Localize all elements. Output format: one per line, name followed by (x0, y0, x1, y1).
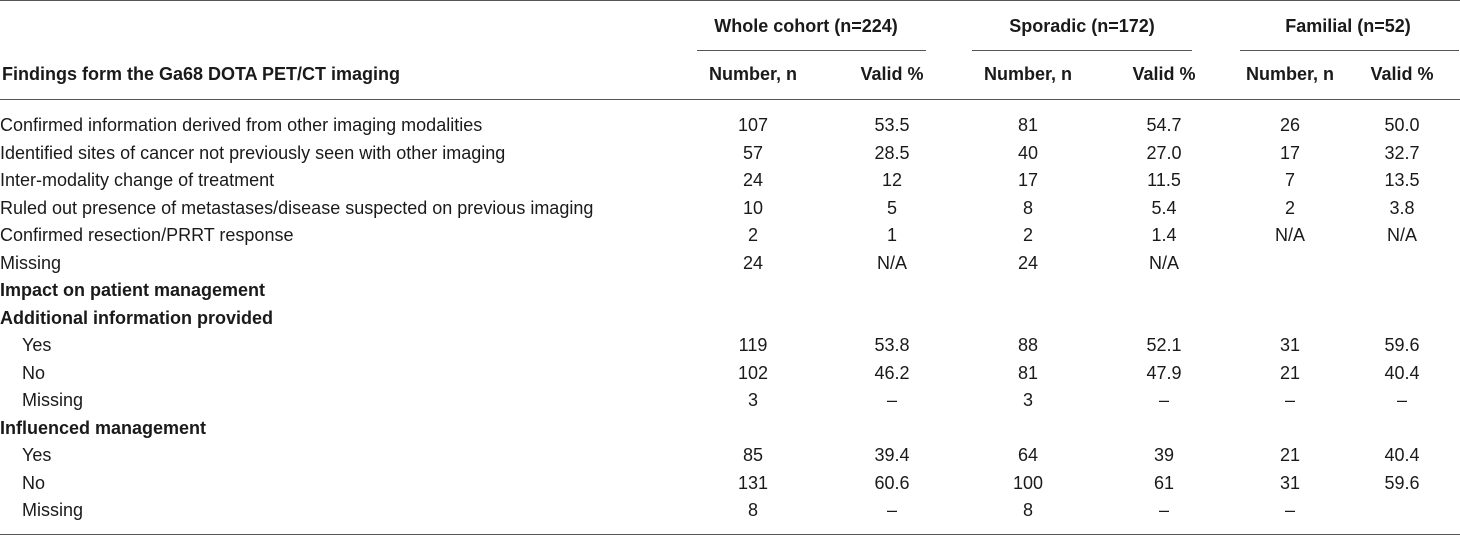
table-cell: 52.1 (1146, 335, 1182, 356)
table-cell: 28.5 (874, 142, 910, 163)
group-rule-sporadic (972, 50, 1192, 51)
table-cell: 24 (742, 252, 764, 273)
table-cell (820, 305, 964, 333)
table-cell: 59.6 (1384, 335, 1420, 356)
table-cell (1092, 305, 1236, 333)
row-label: No (22, 472, 46, 493)
table-cell: – (1158, 390, 1169, 411)
findings-column-header: Findings form the Ga68 DOTA PET/CT imaging (2, 64, 401, 84)
subheader-valid-percent: Valid % (860, 64, 924, 84)
table-cell: N/A (876, 252, 907, 273)
table-row (0, 332, 1460, 360)
top-rule (0, 0, 1460, 1)
group-header-familial: Familial (n=52) (1285, 16, 1411, 36)
table-cell: 47.9 (1146, 362, 1182, 383)
table-cell: 53.5 (874, 115, 910, 136)
table-cell: 61 (1153, 472, 1175, 493)
table-cell (1344, 250, 1460, 278)
table-cell: 2 (1284, 197, 1295, 218)
table-cell: 85 (742, 445, 764, 466)
row-label: Missing (0, 252, 62, 273)
table-cell: 27.0 (1146, 142, 1182, 163)
table-cell: – (886, 390, 897, 411)
header-rule (0, 99, 1460, 100)
table-cell: – (1158, 500, 1169, 521)
table-cell (686, 277, 820, 305)
table-cell (1344, 415, 1460, 443)
table-cell (1236, 250, 1344, 278)
table-row (0, 250, 1460, 278)
section-header-row (0, 415, 1460, 443)
table-cell: 40.4 (1384, 445, 1420, 466)
table-row (0, 222, 1460, 250)
table-cell (1344, 305, 1460, 333)
row-label: Missing (22, 500, 84, 521)
table-cell: 13.5 (1384, 170, 1420, 191)
table-cell: 21 (1279, 362, 1301, 383)
table-row (0, 112, 1460, 140)
table-row (0, 195, 1460, 223)
table-cell: 60.6 (874, 472, 910, 493)
table-cell: 26 (1279, 115, 1301, 136)
table-cell (1236, 277, 1344, 305)
row-label: Inter-modality change of treatment (0, 170, 275, 191)
table-row (0, 167, 1460, 195)
table-cell: 5.4 (1151, 197, 1177, 218)
table-cell: 10 (742, 197, 764, 218)
row-label: Yes (22, 445, 52, 466)
subheader-number: Number, n (1245, 64, 1334, 84)
table-cell: 107 (737, 115, 769, 136)
table-cell: N/A (1386, 225, 1417, 246)
table-cell: 31 (1279, 335, 1301, 356)
table-cell: 131 (737, 472, 769, 493)
row-label: Ruled out presence of metastases/disease suspected on previous imaging (0, 197, 594, 218)
table-cell: 39.4 (874, 445, 910, 466)
table-cell (1092, 277, 1236, 305)
table-cell: 81 (1017, 115, 1039, 136)
row-label: Confirmed information derived from other imaging modalities (0, 115, 483, 136)
table-cell: 8 (1022, 197, 1033, 218)
table-body (0, 112, 1460, 525)
table-cell: 50.0 (1384, 115, 1420, 136)
row-label: Additional information provided (0, 307, 273, 328)
table-row (0, 470, 1460, 498)
table-cell: N/A (1274, 225, 1305, 246)
row-label: No (22, 362, 46, 383)
table-cell: – (886, 500, 897, 521)
table-cell (820, 415, 964, 443)
table-cell: 81 (1017, 362, 1039, 383)
table-cell: 100 (1012, 472, 1044, 493)
table-cell: 54.7 (1146, 115, 1182, 136)
row-label: Influenced management (0, 417, 207, 438)
section-header-row (0, 277, 1460, 305)
row-label: Missing (22, 390, 84, 411)
table-cell (1236, 305, 1344, 333)
table-cell: 24 (1017, 252, 1039, 273)
table-cell: 2 (1022, 225, 1033, 246)
table-cell: 5 (886, 197, 897, 218)
table-cell: 8 (747, 500, 758, 521)
table-cell: 3 (1022, 390, 1033, 411)
table-cell: 119 (738, 335, 768, 356)
table-cell: – (1396, 390, 1407, 411)
table-row (0, 360, 1460, 388)
table-cell: 1 (886, 225, 897, 246)
section-header-row (0, 305, 1460, 333)
table-cell: 40 (1017, 142, 1039, 163)
table-cell: 39 (1153, 445, 1175, 466)
table-cell: 17 (1279, 142, 1301, 163)
table-cell: 24 (742, 170, 764, 191)
table-row (0, 140, 1460, 168)
subheader-number: Number, n (983, 64, 1072, 84)
row-label: Confirmed resection/PRRT response (0, 225, 294, 246)
table-cell: 11.5 (1147, 170, 1181, 191)
table-cell (686, 305, 820, 333)
table-cell: 21 (1279, 445, 1301, 466)
subheader-number: Number, n (708, 64, 797, 84)
table-cell: – (1284, 500, 1295, 521)
table-row (0, 387, 1460, 415)
table-cell: 8 (1022, 500, 1033, 521)
table-cell: 40.4 (1384, 362, 1420, 383)
table-cell: 32.7 (1384, 142, 1420, 163)
table-cell: 7 (1284, 170, 1295, 191)
table-cell (686, 415, 820, 443)
table-cell: 59.6 (1384, 472, 1420, 493)
table-cell: 1.4 (1151, 225, 1177, 246)
row-label: Yes (22, 335, 52, 356)
table-cell: 88 (1017, 335, 1039, 356)
table-cell: 53.8 (874, 335, 910, 356)
table-cell: N/A (1148, 252, 1179, 273)
table-row (0, 497, 1460, 525)
group-rule-familial (1240, 50, 1459, 51)
table-cell: 17 (1017, 170, 1039, 191)
table-row (0, 442, 1460, 470)
table-cell: 57 (742, 142, 764, 163)
table-cell: 2 (747, 225, 758, 246)
table-cell: 12 (881, 170, 903, 191)
table-cell (1236, 415, 1344, 443)
table-cell: – (1284, 390, 1295, 411)
table-cell: 3 (747, 390, 758, 411)
table-cell (964, 305, 1092, 333)
table-cell (964, 415, 1092, 443)
table-cell: 102 (737, 362, 769, 383)
table-cell: 31 (1279, 472, 1301, 493)
table-cell (1344, 497, 1460, 525)
group-header-whole-cohort: Whole cohort (n=224) (714, 16, 898, 36)
table-cell (820, 277, 964, 305)
subheader-valid-percent: Valid % (1132, 64, 1196, 84)
table-cell: 64 (1017, 445, 1039, 466)
table-cell (1092, 415, 1236, 443)
table-cell (1344, 277, 1460, 305)
subheader-valid-percent: Valid % (1370, 64, 1434, 84)
group-header-sporadic: Sporadic (n=172) (1009, 16, 1155, 36)
row-label: Identified sites of cancer not previously seen with other imaging (0, 142, 506, 163)
table-cell (964, 277, 1092, 305)
row-label: Impact on patient management (0, 280, 266, 301)
group-rule-whole-cohort (697, 50, 926, 51)
table-cell: 46.2 (874, 362, 910, 383)
table-cell: 3.8 (1389, 197, 1415, 218)
